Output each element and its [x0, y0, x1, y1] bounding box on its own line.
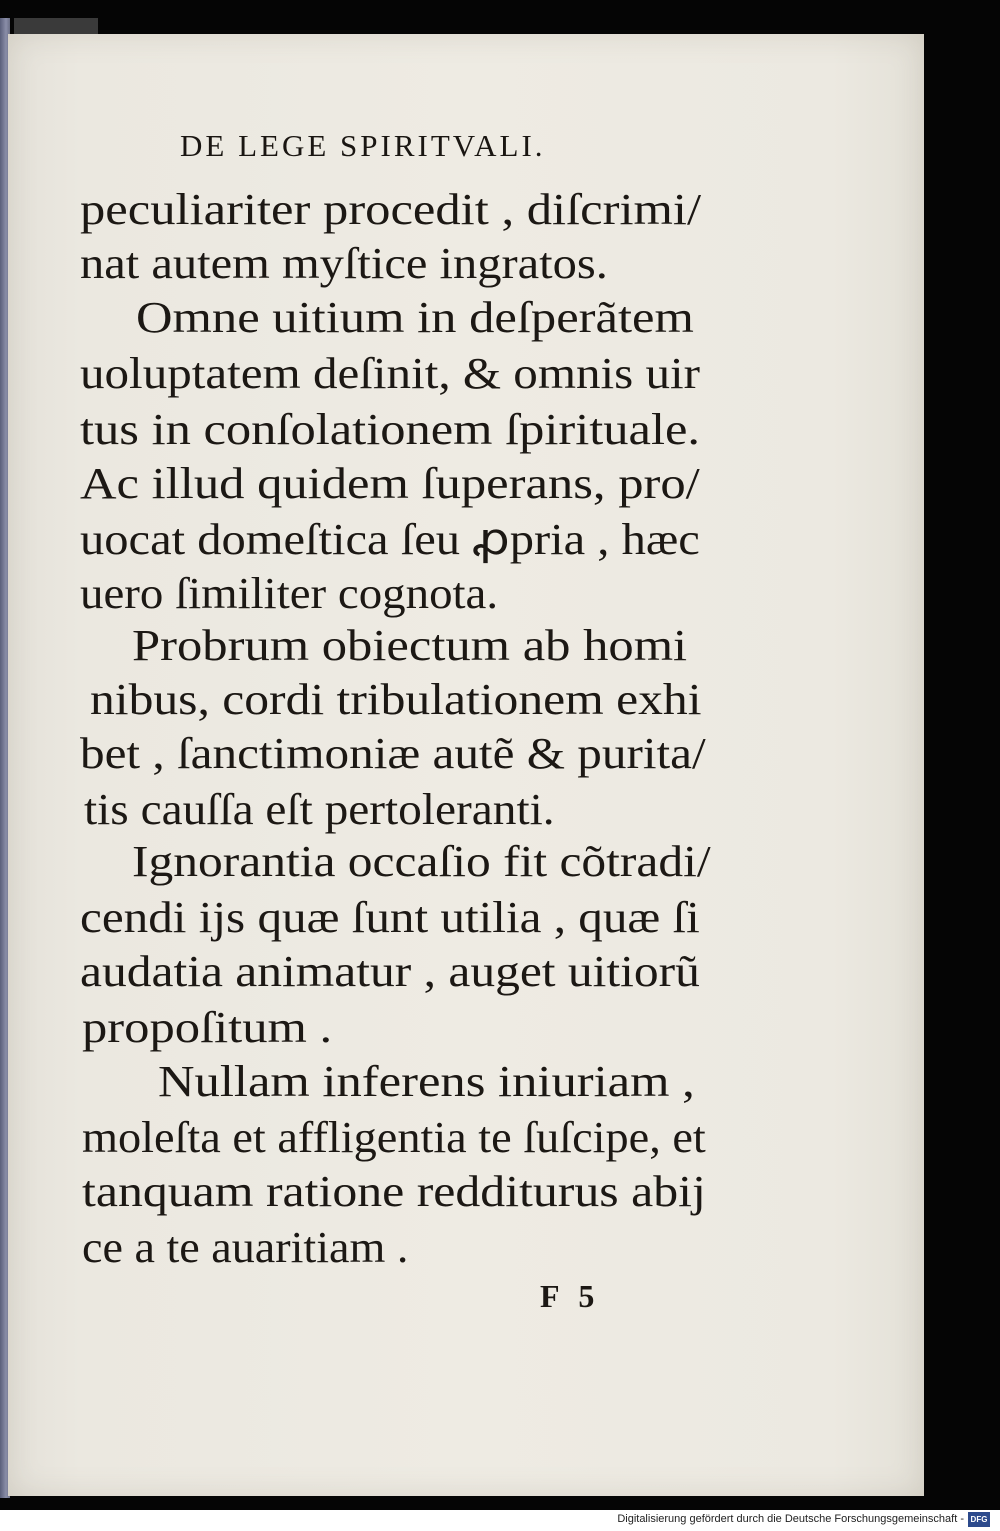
- text-line: uero ſimiliter cognota.: [80, 569, 499, 618]
- text-line: uoluptatem deſinit, & omnis uir: [80, 349, 701, 398]
- text-line: bet , ſanctimoniæ autẽ & purita/: [80, 729, 706, 778]
- text-line: moleſta et affligentia te ſuſcipe, et: [82, 1113, 706, 1162]
- text-line: ce a te auaritiam .: [82, 1223, 409, 1272]
- text-line: uocat domeſtica ſeu ꝓpria , hæc: [80, 515, 700, 564]
- running-head: DE LEGE SPIRITVALI.: [180, 128, 546, 163]
- text-line: nibus, cordi tribulationem exhi: [90, 675, 702, 724]
- text-line: Omne uitium in deſperãtem: [136, 293, 694, 342]
- text-line: cendi ijs quæ ſunt utilia , quæ ſi: [80, 893, 700, 942]
- text-line: audatia animatur , auget uitiorũ: [80, 947, 700, 996]
- text-line: tanquam ratione redditurus abij: [82, 1167, 706, 1216]
- text-line: peculiariter procedit , diſcrimi/: [80, 185, 702, 234]
- text-line: propoſitum .: [82, 1003, 333, 1052]
- signature-mark: F 5: [540, 1278, 601, 1314]
- text-line: tus in conſolationem ſpirituale.: [80, 405, 701, 454]
- dfg-logo: DFG: [968, 1512, 990, 1527]
- text-line: nat autem myſtice ingratos.: [80, 239, 608, 288]
- text-line: tis cauſſa eſt pertoleranti.: [84, 785, 555, 834]
- text-line: Nullam inferens iniuriam ,: [158, 1057, 695, 1106]
- funding-credit: Digitalisierung gefördert durch die Deutsche Forschungsgemeinschaft -: [617, 1513, 964, 1525]
- text-line: Ignorantia occaſio fit cõtradi/: [132, 837, 711, 886]
- text-line: Probrum obiectum ab homi: [132, 621, 688, 670]
- text-line: Ac illud quidem ſuperans, pro/: [80, 459, 700, 508]
